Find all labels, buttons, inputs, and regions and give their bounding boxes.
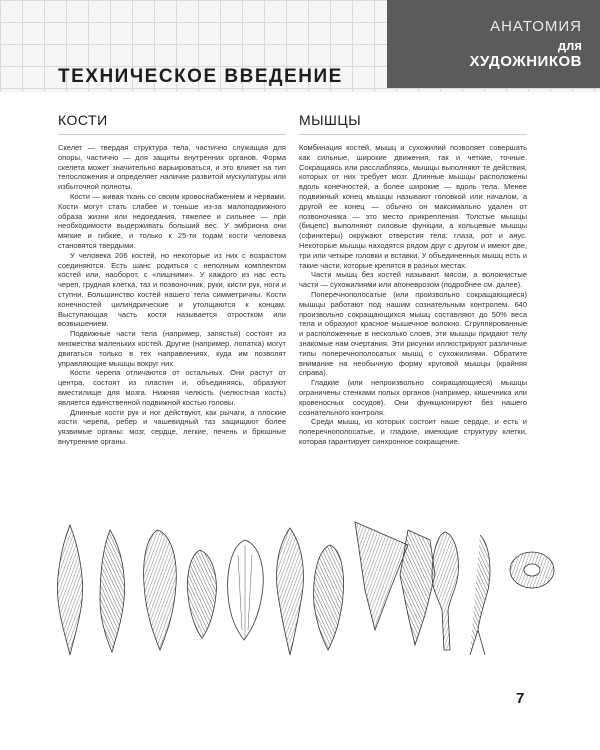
header-line-for: для: [557, 38, 582, 53]
forked-tendon-muscle-illustration: [470, 535, 490, 655]
bones-paragraph: Подвижные части тела (например, запястья) состоят из множества маленьких костей. Другие (например, лопатка) могут двигаться только в тех направлениях, куда им позволят управляющие мышцы вокруг них.: [58, 329, 286, 368]
spindle-muscle-illustration: [277, 528, 304, 655]
bones-paragraph: Длинные кости рук и ног действуют, как рычаги, а плоские кости черепа, ребер и чашевидный таз защищают более уязвимые органы: мозг, сердце, легкие, печень и брюшные внутренние органы.: [58, 407, 286, 446]
bones-paragraph: Кости — живая ткань со своим кровоснабжением и нервами. Кости могут стать слабее и тоньше из-за малоподвижного образа жизни или недоедания, тяжелее и сильнее — при необходимости выдерживать больший вес. У эмбриона они мягкие и гибкие, и только к 25-ти годам кости человека становятся твердыми.: [58, 191, 286, 250]
bones-column: [58, 112, 286, 447]
header-banner: [387, 0, 600, 88]
bones-paragraph: У человека 206 костей, но некоторые из них с возрастом соединяются. Есть шанс родиться с неполным комплектом костей или, наоборот, с «лишними». У каждого из нас есть череп, грудная клетка, таз и позвоночник, руки, кисти рук, ноги и ступни. Большинство костей нашего тела симметричны. Кости конечностей цилиндрические и утолщаются к концам. Выступающая часть кости называется отростком или возвышением.: [58, 250, 286, 329]
header-line-artists: ХУДОЖНИКОВ: [469, 53, 582, 70]
unipennate-muscle-illustration: [188, 550, 217, 638]
page-number: 7: [516, 690, 525, 707]
bipennate-muscle-illustration: [314, 545, 344, 650]
muscles-paragraph: Гладкие (или непроизвольно сокращающиеся) мышцы ограничены стенками полых органов (например, кишечника или кровеносных сосудов). Они функционируют без нашего сознательного контроля.: [299, 378, 527, 417]
muscles-paragraph: Поперечнополосатые (или произвольно сокращающиеся) мышцы работают под нашим сознательным контролем. 640 произвольно сокращающихся мышц составляют до 50% веса тела и образуют красное мышечное волокно. Сгруппированные и расположенные в несколько слоев, эти мышцы придают телу знакомые нам очертания. Эти рисунки иллюстрируют различные типы поперечнополосатых мышц с сухожилиями. Обратите внимание на необычную форму круговой мышцы (крайняя справа).: [299, 289, 527, 378]
bones-section-title: КОСТИ: [58, 112, 286, 135]
flat-muscle-illustration: [144, 530, 177, 650]
multipennate-muscle-illustration: [400, 530, 435, 645]
header-line-anatomy: АНАТОМИЯ: [490, 18, 582, 35]
oval-muscle-illustration: [228, 540, 264, 640]
muscles-section-title: МЫШЦЫ: [299, 112, 527, 135]
fusiform-muscle-illustration: [58, 525, 83, 655]
muscles-column: [299, 112, 527, 447]
bones-paragraph: Скелет — твердая структура тела, частично служащая для опоры, частично — для защиты внутренних органов. Форма скелета может значительно варьироваться, и это влияет на тип телосложения и определяет наличие развитой мускулатуры или избыточной полноты.: [58, 143, 286, 192]
muscles-paragraph: Комбинация костей, мышц и сухожилий позволяет совершать как сильные, широкие движения, так и четкие, точные. Сокращаясь или расслабляясь, мышцы выполняют те действия, которых от них требует мозг. Длинные мышцы расположены вдоль конечностей, а более широкие — вдоль тела. Менее подвижный конец мышцы называют головкой или началом, а другой ее конец — обычно он максимально удален от позвоночника — это место прикрепления. Толстые мышцы (бицепс) выполняют силовые функции, а кольцевые мышцы (сфинктеры) окружают отверстия тела: глаза, рот и анус. Некоторые мышцы находятся рядом друг с другом и имеют две, три или четыре головки и вставки. У объединенных мышц есть и такие части, которые крепятся в разных местах.: [299, 143, 527, 270]
muscles-paragraph: Среди мышц, из которых состоит наше сердце, и есть и поперечнополосатые, и гладкие, имеющие структуру клетки, которая гарантирует синхронное сокращение.: [299, 417, 527, 446]
page-title: ТЕХНИЧЕСКОЕ ВВЕДЕНИЕ: [58, 66, 343, 87]
muscles-paragraph: Части мышц без костей называют мясом, а волокнистые части — сухожилиями или апоневрозом (подробнее см. далее).: [299, 270, 527, 290]
fusiform-muscle-2-illustration: [100, 530, 124, 652]
biceps-like-muscle-illustration: [432, 532, 458, 650]
bones-paragraph: Кости черепа отличаются от остальных. Они растут от центра, состоят из пластин и, объединяясь, образуют вместилище для мозга. Нижняя челюсть (челюстная кость) является единственной подвижной костью головы.: [58, 368, 286, 407]
muscle-types-illustration: [40, 520, 560, 660]
